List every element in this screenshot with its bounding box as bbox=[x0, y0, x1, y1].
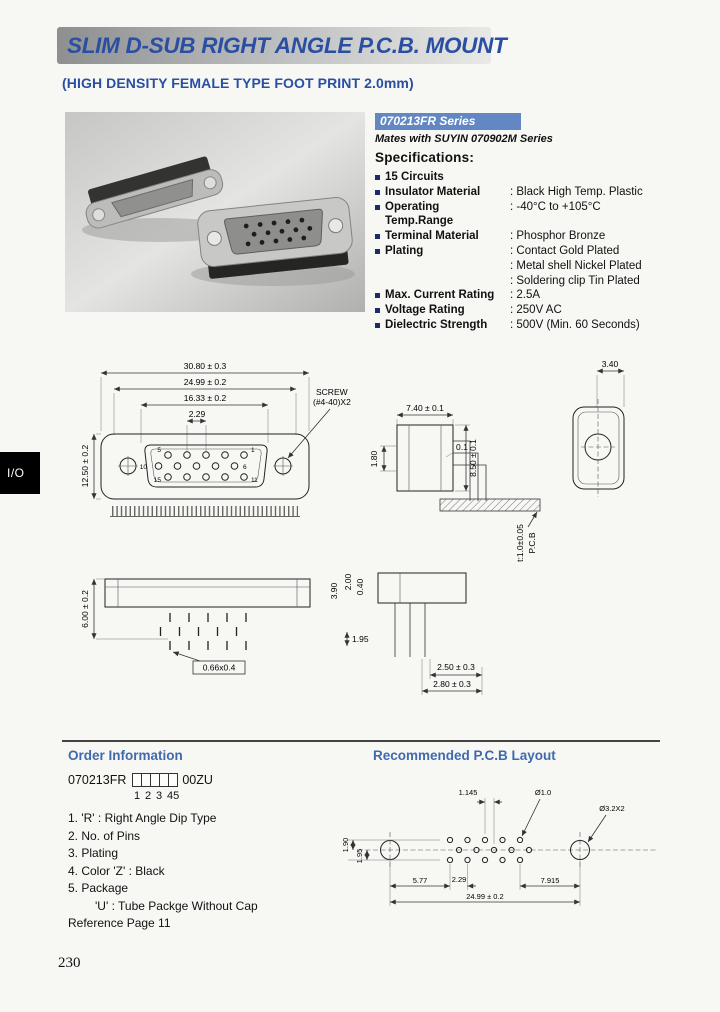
dim-7915: 7.915 bbox=[540, 876, 560, 885]
spec-row bbox=[375, 185, 667, 200]
io-tab-label: I/O bbox=[7, 466, 25, 480]
dim-tail-280: 2.80 ± 0.3 bbox=[433, 679, 471, 689]
spec-list bbox=[375, 170, 667, 333]
spec-label: Plating bbox=[385, 244, 424, 257]
dim-outer-width: 30.80 ± 0.3 bbox=[183, 361, 227, 371]
page-number: 230 bbox=[58, 955, 81, 971]
square-bullet-icon bbox=[375, 308, 380, 313]
spec-label: Max. Current Rating bbox=[385, 289, 495, 302]
pin-number-10: 10 bbox=[139, 464, 147, 471]
bottom-view-drawing bbox=[80, 579, 369, 674]
spec-row bbox=[375, 200, 667, 230]
dim-row-spacing-2: 1.95 bbox=[355, 848, 364, 864]
section-divider bbox=[62, 740, 660, 742]
mates-note: Mates with SUYIN 070902M Series bbox=[375, 133, 553, 145]
dim-row-spacing-1: 1.90 bbox=[341, 837, 350, 853]
pin-number-1: 1 bbox=[251, 447, 255, 454]
technical-drawing bbox=[0, 350, 720, 720]
spec-label: Dielectric Strength bbox=[385, 318, 488, 331]
series-badge: 070213FR Series bbox=[375, 113, 521, 130]
pin-number-5: 5 bbox=[157, 447, 161, 454]
page-subtitle: (HIGH DENSITY FEMALE TYPE FOOT PRINT 2.0mm) bbox=[62, 75, 414, 91]
pcb-layout-heading: Recommended P.C.B Layout bbox=[373, 748, 556, 763]
dim-shell-height: 8.50 ± 0.1 bbox=[468, 439, 478, 477]
dim-200: 2.00 bbox=[343, 573, 353, 591]
spec-label: 15 Circuits bbox=[385, 171, 444, 183]
spec-label: Voltage Rating bbox=[385, 304, 465, 317]
dim-pin-section: 0.66x0.4 bbox=[202, 662, 236, 673]
spec-row bbox=[375, 170, 667, 185]
spec-row bbox=[375, 303, 667, 318]
spec-label: Insulator Material bbox=[385, 185, 481, 198]
product-photo bbox=[65, 112, 365, 312]
order-info-body bbox=[68, 773, 358, 933]
square-bullet-icon bbox=[375, 234, 380, 239]
spec-row bbox=[375, 244, 667, 259]
legend-line: 4. Color 'Z' : Black bbox=[68, 863, 165, 878]
dim-mount-hole-diameter: Ø3.2X2 bbox=[599, 804, 625, 813]
part-number-digit-labels bbox=[68, 789, 358, 805]
order-info-heading: Order Information bbox=[68, 748, 183, 763]
dim-standoff: 1.80 bbox=[369, 450, 379, 468]
legend-line: 'U' : Tube Packge Without Cap bbox=[95, 898, 258, 913]
side-view-drawing bbox=[369, 403, 540, 562]
spec-value: : Black High Temp. Plastic bbox=[510, 185, 643, 198]
part-number-digit-boxes bbox=[132, 773, 177, 787]
dim-hole-offset: 1.145 bbox=[458, 788, 478, 797]
square-bullet-icon bbox=[375, 323, 380, 328]
pin-number-11: 11 bbox=[251, 477, 258, 484]
title-bar bbox=[57, 27, 507, 64]
pcb-label: P.C.B bbox=[527, 532, 537, 554]
spec-row bbox=[375, 229, 667, 244]
legend-line: 3. Plating bbox=[68, 846, 119, 860]
pcb-layout-drawing bbox=[340, 782, 680, 912]
dim-hole-diameter: Ø1.0 bbox=[534, 788, 552, 797]
screw-label-line1: SCREW bbox=[316, 387, 348, 397]
legend-line: 1. 'R' : Right Angle Dip Type bbox=[68, 811, 217, 825]
front-view-drawing bbox=[80, 361, 351, 517]
dim-040: 0.40 bbox=[355, 578, 365, 596]
digit-label-45: 45 bbox=[167, 790, 180, 802]
legend-line: 5. Package bbox=[68, 881, 129, 895]
dim-577: 5.77 bbox=[412, 876, 428, 885]
digit-label-2: 2 bbox=[145, 790, 152, 802]
digit-label-1: 1 bbox=[134, 790, 141, 802]
part-number-prefix: 070213FR bbox=[68, 773, 127, 787]
dim-tab-width: 3.40 bbox=[601, 359, 619, 369]
square-bullet-icon bbox=[375, 249, 380, 254]
spec-label: Terminal Material bbox=[385, 230, 479, 243]
spec-value: : Contact Gold Plated bbox=[510, 244, 620, 257]
order-legend bbox=[68, 810, 358, 933]
dim-shell-width: 16.33 ± 0.2 bbox=[183, 393, 227, 403]
spec-row bbox=[375, 318, 667, 333]
pcb-thickness-label: t:1.0±0.05 bbox=[515, 524, 525, 562]
dim-body-height: 6.00 ± 0.2 bbox=[80, 590, 90, 628]
page-title: SLIM D-SUB RIGHT ANGLE P.C.B. MOUNT bbox=[67, 32, 507, 58]
spec-value: : -40°C to +105°C bbox=[510, 200, 601, 213]
product-photo-illustration bbox=[65, 112, 365, 312]
spec-value: : Soldering clip Tin Plated bbox=[510, 274, 640, 287]
spec-heading: Specifications: bbox=[375, 150, 475, 165]
spec-value: : 2.5A bbox=[510, 289, 541, 302]
spec-value: : 250V AC bbox=[510, 304, 562, 317]
screw-label-line2: (#4-40)X2 bbox=[313, 397, 351, 407]
pin-number-6: 6 bbox=[243, 464, 247, 471]
dim-height: 12.50 ± 0.2 bbox=[80, 444, 90, 488]
square-bullet-icon bbox=[375, 293, 380, 298]
spec-value: : 500V (Min. 60 Seconds) bbox=[510, 318, 640, 331]
dim-row-pitch: 1.95 bbox=[352, 634, 369, 644]
spec-value: : Phosphor Bronze bbox=[510, 230, 606, 243]
dim-229: 2.29 bbox=[451, 875, 467, 884]
spec-row bbox=[375, 259, 667, 274]
part-number-suffix: 00ZU bbox=[182, 773, 213, 787]
spec-column bbox=[375, 112, 667, 333]
pin-number-15: 15 bbox=[153, 477, 161, 484]
square-bullet-icon bbox=[375, 205, 380, 210]
part-number bbox=[68, 773, 358, 789]
dim-flange-width: 24.99 ± 0.2 bbox=[183, 377, 227, 387]
legend-line: Reference Page 11 bbox=[68, 916, 171, 930]
spec-label: Operating Temp.Range bbox=[385, 200, 454, 228]
square-bullet-icon bbox=[375, 175, 380, 180]
dim-tail-250: 2.50 ± 0.3 bbox=[437, 662, 475, 672]
spec-row bbox=[375, 274, 667, 289]
dim-gap: 0.1 bbox=[456, 442, 468, 452]
legend-line: 2. No. of Pins bbox=[68, 828, 141, 843]
dim-span: 24.99 ± 0.2 bbox=[466, 892, 504, 901]
dim-pin-pitch: 2.29 bbox=[188, 409, 206, 419]
dim-side-depth: 7.40 ± 0.1 bbox=[406, 403, 444, 413]
mount-tab-view-drawing bbox=[573, 359, 624, 497]
spec-row bbox=[375, 288, 667, 303]
dim-390: 3.90 bbox=[329, 582, 339, 600]
digit-label-3: 3 bbox=[156, 790, 163, 802]
square-bullet-icon bbox=[375, 190, 380, 195]
spec-value: : Metal shell Nickel Plated bbox=[510, 259, 642, 272]
digit-box bbox=[168, 773, 178, 787]
